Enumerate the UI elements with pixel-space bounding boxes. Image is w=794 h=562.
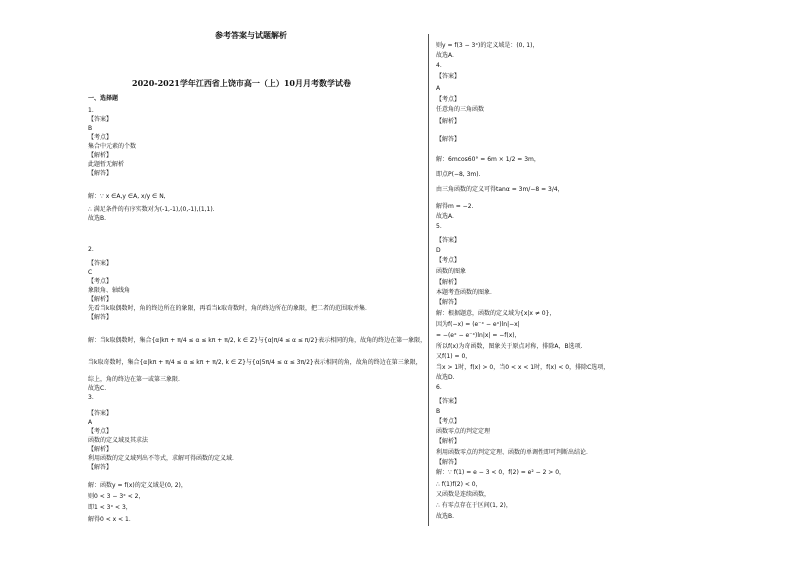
right-text-line: 6. <box>436 384 442 391</box>
left-text-line: 【考点】 <box>88 134 113 141</box>
right-text-line: 【考点】 <box>436 257 461 264</box>
left-text-line: 【解析】 <box>88 296 113 303</box>
left-text-line: 【答案】 <box>88 260 113 267</box>
right-text-line: 解：6mcos60° = 6m × 1/2 = 3m， <box>436 156 540 163</box>
right-text-line: 当x > 1时，f(x) > 0，当0 < x < 1时，f(x) < 0，排除C选项， <box>436 364 610 371</box>
right-text-line: 【解析】 <box>436 118 461 125</box>
left-text-line: 利用函数的定义域列出不等式，求解可得函数的定义域． <box>88 455 239 462</box>
right-text-line: 【答案】 <box>436 237 461 244</box>
right-text-line: 故选B. <box>436 513 455 520</box>
right-text-line: 故选A. <box>436 52 454 59</box>
left-text-line: A <box>88 419 93 426</box>
left-text-line: 解：当k取偶数时，集合{α|kπ + π/4 ≤ α ≤ kπ + π/2, k ∈ Z}与{α|π/4 ≤ α ≤ π/2}表示相同的角，故角的终边在第一象限， <box>88 337 427 344</box>
right-text-line: 【答案】 <box>436 73 461 80</box>
right-text-line: 【考点】 <box>436 418 461 425</box>
left-text-line: 2. <box>88 246 94 253</box>
right-text-line: A <box>436 85 441 92</box>
left-text-line: 1. <box>88 107 94 114</box>
right-text-line: B <box>436 408 441 415</box>
right-text-line: 【解答】 <box>436 459 461 466</box>
right-text-line: 解：根据题意，函数的定义域为{x|x ≠ 0}， <box>436 310 556 317</box>
right-text-line: 故选D. <box>436 374 455 381</box>
left-text-line: 故选C. <box>88 385 107 392</box>
right-text-line: 5. <box>436 223 442 230</box>
right-text-line: 解：∵ f(1) = e − 3 < 0，f(2) = e² − 2 > 0， <box>436 469 566 476</box>
page-title: 参考答案与试题解析 <box>215 30 287 40</box>
right-text-line: ∴ 有零点存在于区间(1, 2)， <box>436 502 512 509</box>
right-text-line: = −(eˣ − e⁻ˣ)ln|x| = −f(x)， <box>436 332 521 339</box>
left-text-line: 即1 < 3ˣ < 3， <box>88 504 132 511</box>
left-text-line: 【考点】 <box>88 428 113 435</box>
right-text-line: 即点P(−8, 3m). <box>436 171 481 178</box>
left-text-line: C <box>88 269 93 276</box>
left-text-line: 【解答】 <box>88 314 113 321</box>
left-text-line: ∴ 满足条件的有序实数对为(-1,-1),(0,-1),(1,1). <box>88 206 215 213</box>
right-text-line: 又f(1) = 0， <box>436 353 472 360</box>
right-text-line: 本题考查函数的图象． <box>436 289 497 296</box>
left-text-line: 3. <box>88 394 94 401</box>
right-text-line: 函数的图象 <box>436 268 467 275</box>
right-text-line: 因为f(−x) = (e⁻ˣ − eˣ)ln|−x| <box>436 321 520 328</box>
left-text-line: 综上，角的终边在第一或第三象限. <box>88 376 180 383</box>
left-text-line: 此题暂无解析 <box>88 161 125 168</box>
right-text-line: 故选A. <box>436 213 454 220</box>
left-text-line: 当k取奇数时，集合{α|kπ + π/4 ≤ α ≤ kπ + π/2, k ∈ Z}与{α|5π/4 ≤ α ≤ 3π/2}表示相同的角，故角的终边在第三象限， <box>88 359 422 366</box>
right-text-line: 【答案】 <box>436 398 461 405</box>
left-text-line: 象限角、轴线角 <box>88 287 131 294</box>
right-text-line: 则y = f(3 − 3ˣ)的定义域是：(0, 1)， <box>436 42 539 49</box>
left-text-line: 解：函数y = f(x)的定义域是(0, 2)， <box>88 482 187 489</box>
section-heading: 一、选择题 <box>88 95 119 102</box>
column-divider <box>428 34 429 526</box>
right-text-line: 解得m = −2. <box>436 203 474 210</box>
left-text-line: 解得0 < x < 1． <box>88 516 135 523</box>
right-text-line: 函数零点的判定定理 <box>436 428 491 435</box>
right-text-line: 【解析】 <box>436 279 461 286</box>
right-text-line: 由三角函数的定义可得tanα = 3m/−8 = 3/4， <box>436 186 564 193</box>
left-text-line: 【答案】 <box>88 116 113 123</box>
page-subtitle: 2020-2021学年江西省上饶市高一（上）10月月考数学试卷 <box>132 78 351 88</box>
left-text-line: 【解答】 <box>88 170 113 177</box>
left-text-line: 集合中元素的个数 <box>88 143 137 150</box>
right-text-line: 任意角的三角函数 <box>436 106 485 113</box>
left-text-line: 【解答】 <box>88 464 113 471</box>
left-text-line: 解：∵ x ∈A,y ∈A, x/y ∈ N, <box>88 193 166 200</box>
left-text-line: 【答案】 <box>88 410 113 417</box>
right-text-line: ∴ f(1)f(2) < 0， <box>436 481 482 488</box>
left-text-line: B <box>88 125 93 132</box>
right-text-line: 【解析】 <box>436 438 461 445</box>
left-text-line: 【解析】 <box>88 152 113 159</box>
right-text-line: 利用函数零点的判定定理、函数的单调性即可判断出结论． <box>436 449 593 456</box>
right-text-line: 又函数是连续函数， <box>436 491 491 498</box>
right-text-line: 所以f(x)为奇函数，图象关于原点对称，排除A，B选项. <box>436 343 583 350</box>
left-text-line: 则0 < 3 − 3ˣ < 2， <box>88 493 145 500</box>
right-text-line: 【解答】 <box>436 299 461 306</box>
right-text-line: 【考点】 <box>436 96 461 103</box>
left-text-line: 函数的定义域及其求法 <box>88 437 149 444</box>
left-text-line: 先看当k取偶数时，角的终边所在的象限，再看当k取奇数时，角的终边所在的象限，把二者的范围取并集． <box>88 305 371 312</box>
right-text-line: 【解答】 <box>436 136 461 143</box>
left-text-line: 【考点】 <box>88 278 113 285</box>
left-text-line: 故选B. <box>88 215 107 222</box>
left-text-line: 【解析】 <box>88 446 113 453</box>
right-text-line: D <box>436 247 441 254</box>
right-text-line: 4. <box>436 62 442 69</box>
